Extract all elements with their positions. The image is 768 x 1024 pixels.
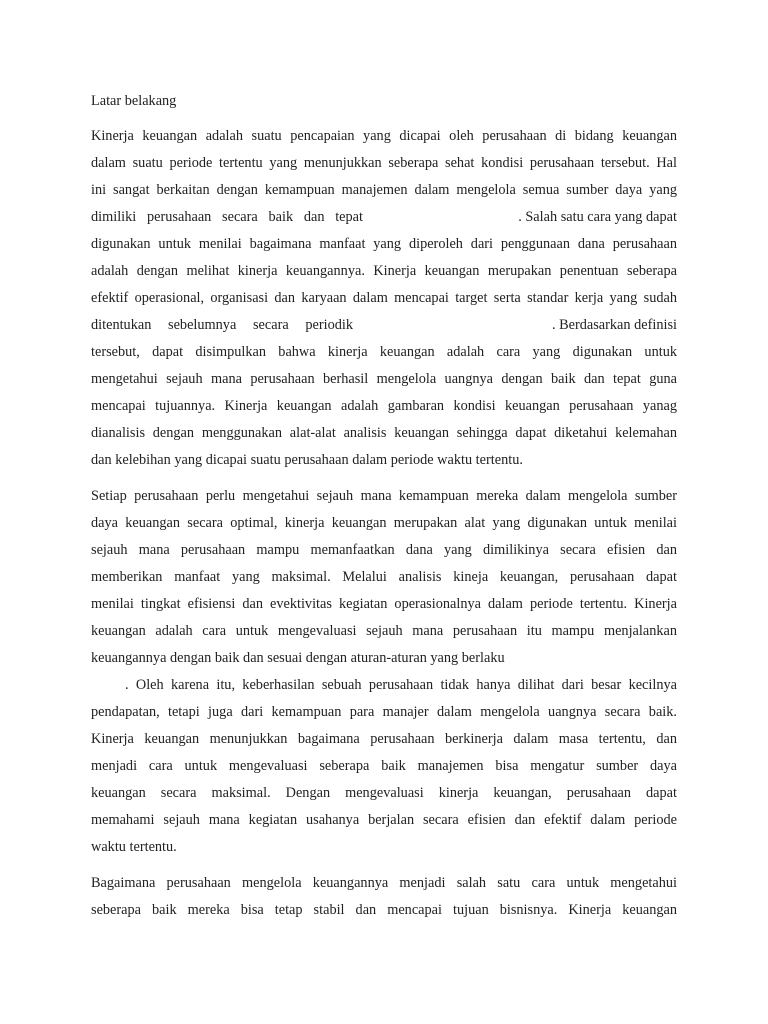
text-line: pendapatan, tetapi juga dari kemampuan para manajer dalam mengelola uangnya secara baik. [91, 704, 677, 720]
section-heading: Latar belakang [91, 93, 177, 109]
text-line: dianalisis dengan menggunakan alat-alat analisis keuangan sehingga dapat diketahui kelemahan [91, 425, 677, 441]
text-line: menjadi cara untuk mengevaluasi seberapa baik manajemen bisa mengatur sumber daya [91, 758, 677, 774]
paragraph-2 [91, 483, 677, 861]
text-line: mencapai tujuannya. Kinerja keuangan adalah gambaran kondisi keuangan perusahaan yanag [91, 398, 677, 414]
text-line: dalam suatu periode tertentu yang menunjukkan seberapa sehat kondisi perusahaan tersebut. Hal [91, 155, 677, 171]
text-line: memberikan manfaat yang maksimal. Melalui analisis kineja keuangan, perusahaan dapat [91, 569, 677, 585]
document-page [91, 88, 677, 933]
text-line-left: dimiliki perusahaan secara baik dan tepat [91, 209, 363, 225]
text-line-right: . Berdasarkan definisi [551, 317, 677, 333]
text-line: Setiap perusahaan perlu mengetahui sejauh mana kemampuan mereka dalam mengelola sumber [91, 488, 677, 504]
text-line: waktu tertentu. [91, 839, 177, 855]
text-line: keuangan secara maksimal. Dengan mengevaluasi kinerja keuangan, perusahaan dapat [91, 785, 677, 801]
text-line: . Oleh karena itu, keberhasilan sebuah perusahaan tidak hanya dilihat dari besar kecilnya [125, 677, 677, 693]
text-line: efektif operasional, organisasi dan karyaan dalam mencapai target serta standar kerja yang sudah [91, 290, 677, 306]
text-line: keuangan adalah cara untuk mengevaluasi sejauh mana perusahaan itu mampu menjalankan [91, 623, 677, 639]
text-line: adalah dengan melihat kinerja keuangannya. Kinerja keuangan merupakan penentuan seberapa [91, 263, 677, 279]
paragraph-3 [91, 870, 677, 924]
text-line: daya keuangan secara optimal, kinerja keuangan merupakan alat yang digunakan untuk menilai [91, 515, 677, 531]
text-line: ini sangat berkaitan dengan kemampuan manajemen dalam mengelola semua sumber daya yang [91, 182, 677, 198]
text-line-with-gap [91, 312, 677, 339]
text-line: mengetahui sejauh mana perusahaan berhasil mengelola uangnya dengan baik dan tepat guna [91, 371, 677, 387]
text-line: sejauh mana perusahaan mampu memanfaatkan dana yang dimilikinya secara efisien dan [91, 542, 677, 558]
paragraph-1 [91, 123, 677, 474]
text-line: Kinerja keuangan adalah suatu pencapaian yang dicapai oleh perusahaan di bidang keuangan [91, 128, 677, 144]
text-line: digunakan untuk menilai bagaimana manfaat yang diperoleh dari penggunaan dana perusahaan [91, 236, 677, 252]
text-line-left: ditentukan sebelumnya secara periodik [91, 317, 353, 333]
text-line: menilai tingkat efisiensi dan evektivitas kegiatan operasionalnya dalam periode tertentu. Kinerja [91, 596, 677, 612]
text-line-with-gap [91, 204, 677, 231]
text-line: Bagaimana perusahaan mengelola keuangannya menjadi salah satu cara untuk mengetahui [91, 875, 677, 891]
text-line: keuangannya dengan baik dan sesuai dengan aturan-aturan yang berlaku [91, 650, 505, 666]
text-line-right: . Salah satu cara yang dapat [518, 209, 677, 225]
text-line: memahami sejauh mana kegiatan usahanya berjalan secara efisien dan efektif dalam periode [91, 812, 677, 828]
text-line: dan kelebihan yang dicapai suatu perusahaan dalam periode waktu tertentu. [91, 452, 523, 468]
text-line: Kinerja keuangan menunjukkan bagaimana perusahaan berkinerja dalam masa tertentu, dan [91, 731, 677, 747]
text-line: seberapa baik mereka bisa tetap stabil dan mencapai tujuan bisnisnya. Kinerja keuangan [91, 902, 677, 918]
text-line: tersebut, dapat disimpulkan bahwa kinerja keuangan adalah cara yang digunakan untuk [91, 344, 677, 360]
